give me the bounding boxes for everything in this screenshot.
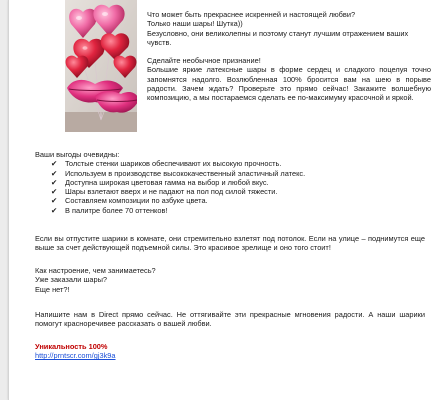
checkmark-icon: ✔ [51, 159, 58, 169]
checkmark-icon: ✔ [51, 177, 58, 187]
ceiling-paragraph: Если вы отпустите шарики в комнате, они стремительно взлетят под потолок. Если на улице – поднимутся еще выше за счет действующей подъемной силы. Это красивое зрелище и оно того стоит! [35, 234, 425, 253]
intro-line-2: Только наши шары! Шутка)) [147, 19, 243, 29]
checkmark-icon: ✔ [51, 196, 58, 206]
uniqueness-block [35, 342, 425, 361]
list-item: ✔ Толстые стенки шариков обеспечивают их высокую прочность. [51, 159, 282, 169]
balloons-illustration [65, 0, 137, 132]
intro-callout: Сделайте необычное признание! [147, 56, 261, 66]
list-item: ✔ В палитре более 70 оттенков! [51, 205, 168, 215]
checkmark-icon: ✔ [51, 168, 58, 178]
intro-paragraph: Большие яркие латексные шары в форме сердец и сладкого поцелуя точно запомнятся надолго. Возлюбленная 100% бросится вам на шею в порыве радости. Зачем ждать? Проверьте это прямо сейчас! Закажите волшебную композицию, а мы постараемся сделать ее по-максимуму красочной и яркой. [147, 65, 431, 103]
list-item: ✔ Шары взлетают вверх и не падают на пол под силой тяжести. [51, 187, 278, 197]
document-page [8, 0, 435, 400]
benefits-section [35, 150, 425, 215]
list-item: ✔ Составляем композиции по азбуке цвета. [51, 196, 208, 206]
benefits-heading: Ваши выгоды очевидны: [35, 150, 120, 159]
uniqueness-label: Уникальность 100% [35, 342, 108, 351]
intro-text [147, 10, 431, 103]
direct-paragraph: Напишите нам в Direct прямо сейчас. Не оттягивайте эти прекрасные мгновения радости. А наши шарики помогут красноречивее рассказать о вашей любви. [35, 310, 425, 329]
list-item: ✔ Используем в производстве высококачественный эластичный латекс. [51, 168, 306, 178]
benefits-list [35, 159, 425, 215]
checkmark-icon: ✔ [51, 187, 58, 197]
intro-line-3: Безусловно, они великолепны и поэтому станут лучшим отражением ваших чувств. [147, 28, 409, 47]
balloons-photo [65, 0, 137, 132]
intro-line-1: Что может быть прекраснее искренней и настоящей любви? [147, 10, 356, 19]
question-line: Уже заказали шары? [35, 275, 108, 285]
question-line: Еще нет?! [35, 284, 70, 294]
list-item: ✔ Доступна широкая цветовая гамма на выбор и любой вкус. [51, 177, 269, 187]
question-line: Как настроение, чем занимаетесь? [35, 266, 156, 275]
questions-block [35, 266, 425, 294]
checkmark-icon: ✔ [51, 205, 58, 215]
screenshot-link[interactable]: http://prntscr.com/gj3k9a [35, 351, 116, 361]
